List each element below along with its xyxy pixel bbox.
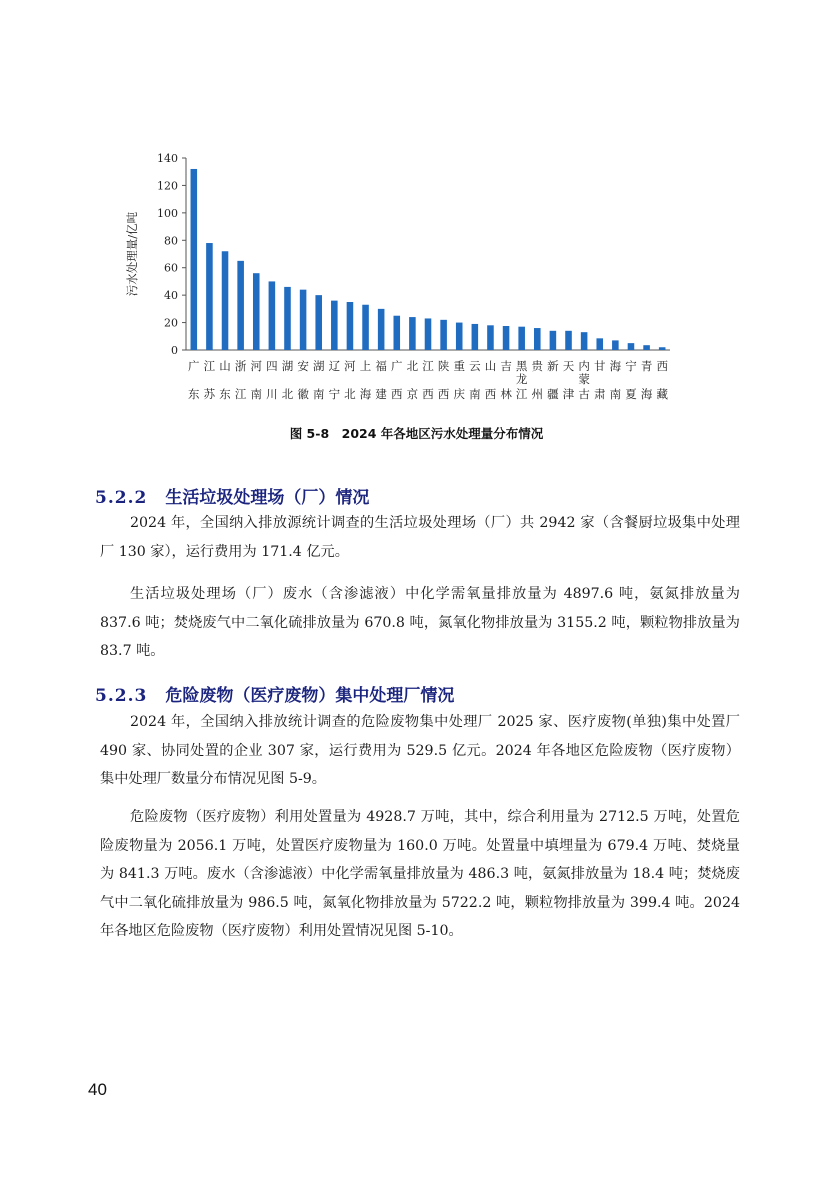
bar-广东 [191,169,198,350]
y-tick-label: 80 [164,234,178,248]
paragraph: 2024 年，全国纳入排放统计调查的危险废物集中处理厂 2025 家、医疗废物(单独)集中处置厂 490 家、协同处置的企业 307 家，运行费用为 529.5 亿元。2024 年各地区危险废物（医疗废物）集中处理厂数量分布情况见图 5-9。 [100,714,740,787]
bar-云南 [472,324,479,350]
category-label: 海南 [609,359,622,401]
category-label: 贵州 [531,359,544,401]
bar-黑龙江 [518,327,525,350]
bar-北京 [409,317,416,350]
category-label: 黑龙江 [515,359,528,401]
section-title: 生活垃圾处理场（厂）情况 [165,488,370,508]
section-title: 危险废物（医疗废物）集中处理厂情况 [165,686,455,706]
y-tick-label: 100 [157,206,178,220]
bar-贵州 [534,328,541,350]
category-label: 上海 [359,359,372,401]
paragraph: 危险废物（医疗废物）利用处置量为 4928.7 万吨，其中，综合利用量为 2712.5 万吨，处置危险废物量为 2056.1 万吨，处置医疗废物量为 160.0 万吨。处置量中填埋量为 679.4 万吨、焚烧量为 841.3 万吨。废水（含渗滤液）中化学需氧量排放量为 486.3 吨，氨氮排放量为 18.4 吨；焚烧废气中二氧化硫排放量为 986.5 吨，氮氧化物排放量为 5722.2 吨，颗粒物排放量为 399.4 吨。2024 年各地区危险废物（医疗废物）利用处置情况见图 5-10。 [100,809,740,939]
bar-江苏 [206,243,213,350]
category-label: 辽宁 [328,359,341,401]
category-label: 广东 [188,359,200,401]
bar-山西 [487,325,494,350]
bar-内蒙古 [581,332,588,350]
section-number: 5.2.2 [95,488,148,508]
bar-辽宁 [331,301,338,350]
category-label: 湖北 [281,359,294,401]
category-label: 云南 [469,359,481,401]
category-label: 安徽 [297,359,309,401]
category-label: 江西 [422,359,434,401]
category-label: 河南 [250,359,263,401]
category-label: 天津 [562,359,575,401]
category-label: 内蒙古 [578,359,590,401]
bar-重庆 [456,323,463,350]
bar-湖北 [284,287,291,350]
section-number: 5.2.3 [95,686,148,706]
bar-河北 [347,302,354,350]
bar-河南 [253,273,260,350]
sewage-bar-chart [100,140,720,410]
bar-福建 [378,309,385,350]
bar-海南 [612,340,619,350]
category-label: 甘肃 [593,359,606,401]
category-label: 江苏 [203,359,216,401]
paragraph: 生活垃圾处理场（厂）废水（含渗滤液）中化学需氧量排放量为 4897.6 吨，氨氮排放量为 837.6 吨；焚烧废气中二氧化硫排放量为 670.8 吨，氮氧化物排放量为 3155.2 吨，颗粒物排放量为 83.7 吨。 [100,586,740,659]
bar-上海 [362,305,369,350]
category-label: 河北 [344,359,356,401]
paragraph: 2024 年，全国纳入排放源统计调查的生活垃圾处理场（厂）共 2942 家（含餐厨垃圾集中处理厂 130 家），运行费用为 171.4 亿元。 [100,515,740,560]
y-tick-label: 140 [157,152,178,165]
category-label: 陕西 [437,359,450,401]
category-label: 山西 [484,359,497,401]
category-label: 四川 [266,359,278,401]
section-heading-5-2-3 [95,681,454,706]
page-number: 40 [88,1080,107,1099]
bar-甘肃 [596,338,603,350]
y-tick-label: 60 [164,261,178,275]
bar-四川 [269,281,276,350]
y-tick-label: 0 [171,344,178,357]
bar-广西 [393,316,400,350]
category-label: 吉林 [500,359,512,401]
category-label: 北京 [406,359,419,401]
category-label: 湖南 [312,359,325,401]
category-label: 广西 [391,359,403,401]
y-axis-title: 污水处理量/亿吨 [125,211,139,297]
figure-caption: 图 5-8 2024 年各地区污水处理量分布情况 [289,426,544,441]
category-label: 西藏 [656,359,668,401]
bar-山东 [222,251,229,350]
section-heading-5-2-2 [95,483,369,508]
bar-江西 [425,318,432,350]
category-label: 青海 [640,359,653,401]
bar-安徽 [300,290,307,350]
category-label: 山东 [219,359,231,401]
bar-西藏 [659,347,666,350]
bar-浙江 [237,261,244,350]
category-label: 宁夏 [625,359,637,401]
bar-吉林 [503,326,510,350]
bar-宁夏 [628,343,635,350]
category-label: 新疆 [547,359,559,401]
category-label: 福建 [375,359,387,401]
bar-新疆 [550,331,557,350]
bar-青海 [643,345,650,350]
y-tick-label: 40 [164,289,178,303]
bar-陕西 [440,320,447,350]
category-label: 重庆 [453,359,465,401]
category-label: 浙江 [234,359,247,401]
y-tick-label: 120 [157,179,178,193]
y-tick-label: 20 [164,316,178,330]
bar-天津 [565,331,572,350]
bar-湖南 [315,295,322,350]
